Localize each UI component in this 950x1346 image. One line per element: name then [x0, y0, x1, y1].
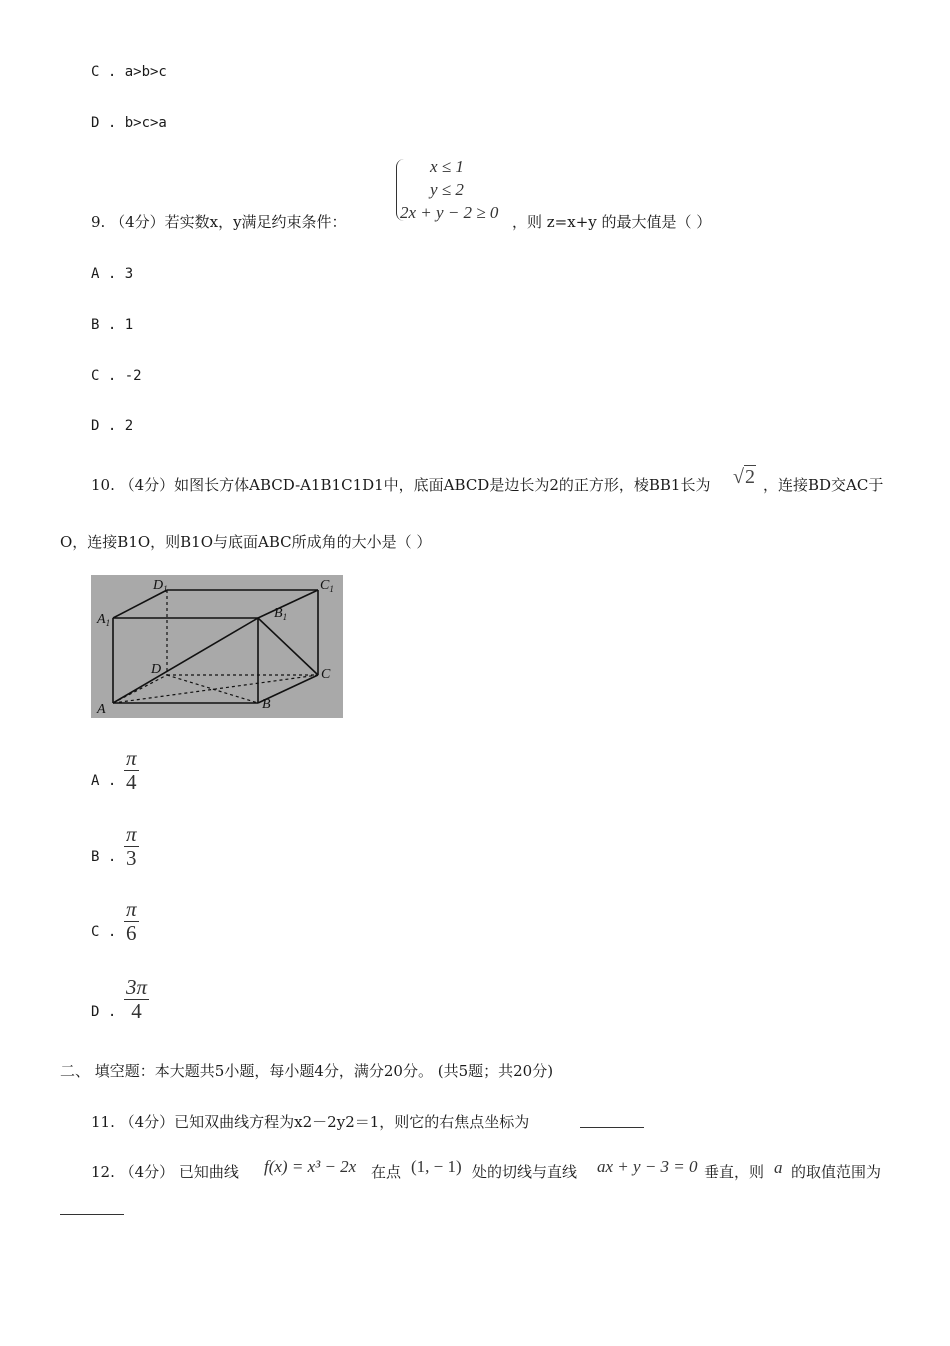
q12-point: (1, − 1) — [411, 1157, 462, 1176]
q9-option-c: C . -2 — [91, 368, 142, 384]
q10-option-b-fraction: $\frac{\pi}{3}$ — [126, 822, 137, 870]
q10-option-b-label: B . — [91, 849, 117, 865]
q10-stem-line2: O，连接B1O，则B1O与底面ABC所成角的大小是（ ） — [60, 533, 432, 551]
q8-option-c: C . a>b>c — [91, 64, 167, 80]
q9-constraint-2: y ≤ 2 — [430, 180, 464, 199]
q11-answer-blank[interactable] — [580, 1113, 644, 1128]
cuboid-figure — [91, 575, 343, 718]
label-b1: $B_1$ — [274, 606, 288, 622]
label-d: D — [151, 662, 162, 677]
q12-stem-a: 12. （4分） 已知曲线 — [91, 1163, 239, 1181]
q12-answer-blank[interactable] — [60, 1200, 124, 1215]
label-d1: $D_1$ — [153, 578, 168, 594]
label-c1: $C_1$ — [320, 578, 334, 594]
q9-stem-prefix: 9. （4分）若实数x，y满足约束条件： — [91, 213, 347, 231]
label-a: A — [97, 702, 106, 717]
q12-stem-c: 处的切线与直线 — [472, 1163, 578, 1181]
q10-stem-line1-end: ，连接BD交AC于 — [763, 476, 884, 494]
q10-option-a-fraction: $\frac{\pi}{4}$ — [126, 746, 137, 794]
q11-stem: 11. （4分）已知双曲线方程为x2－2y2＝1，则它的右焦点坐标为 — [91, 1113, 530, 1131]
q10-option-d-fraction: $\frac{3\pi}{4}$ — [126, 975, 148, 1023]
q9-option-d: D . 2 — [91, 418, 134, 434]
q9-option-b: B . 1 — [91, 317, 134, 333]
q9-constraint-system — [396, 157, 506, 225]
q12-stem-d: 垂直，则 — [704, 1163, 765, 1181]
section-2-title: 二、 填空题：本大题共5小题，每小题4分，满分20分。 (共5题；共20分) — [60, 1062, 554, 1080]
label-a1: $A_1$ — [97, 612, 111, 628]
q10-sqrt-radicand: 2 — [744, 466, 755, 488]
q12-function: f(x) = x³ − 2x — [264, 1157, 357, 1176]
q12-variable: a — [774, 1158, 783, 1177]
q10-stem-line1: 10. （4分）如图长方体ABCD-A1B1C1D1中，底面ABCD是边长为2的正方形，棱BB1长为 — [91, 476, 711, 494]
q10-option-c-fraction: $\frac{\pi}{6}$ — [126, 897, 137, 945]
q12-stem-b: 在点 — [371, 1163, 402, 1181]
q10-sqrt: √2 — [733, 466, 755, 488]
q9-constraint-3: 2x + y − 2 ≥ 0 — [400, 203, 499, 222]
q10-option-d-label: D . — [91, 1004, 117, 1020]
q9-option-a: A . 3 — [91, 266, 134, 282]
q9-constraint-1: x ≤ 1 — [430, 157, 464, 176]
q8-option-d: D . b>c>a — [91, 115, 167, 131]
q10-option-a-label: A . — [91, 773, 117, 789]
q9-stem-suffix: ，则 z=x+y 的最大值是（ ） — [512, 213, 712, 231]
label-b: B — [262, 697, 271, 712]
q12-stem-e: 的取值范围为 — [791, 1163, 882, 1181]
q10-option-c-label: C . — [91, 924, 117, 940]
cuboid-diagram — [91, 575, 343, 718]
q12-line: ax + y − 3 = 0 — [597, 1157, 698, 1176]
label-c: C — [321, 667, 331, 682]
